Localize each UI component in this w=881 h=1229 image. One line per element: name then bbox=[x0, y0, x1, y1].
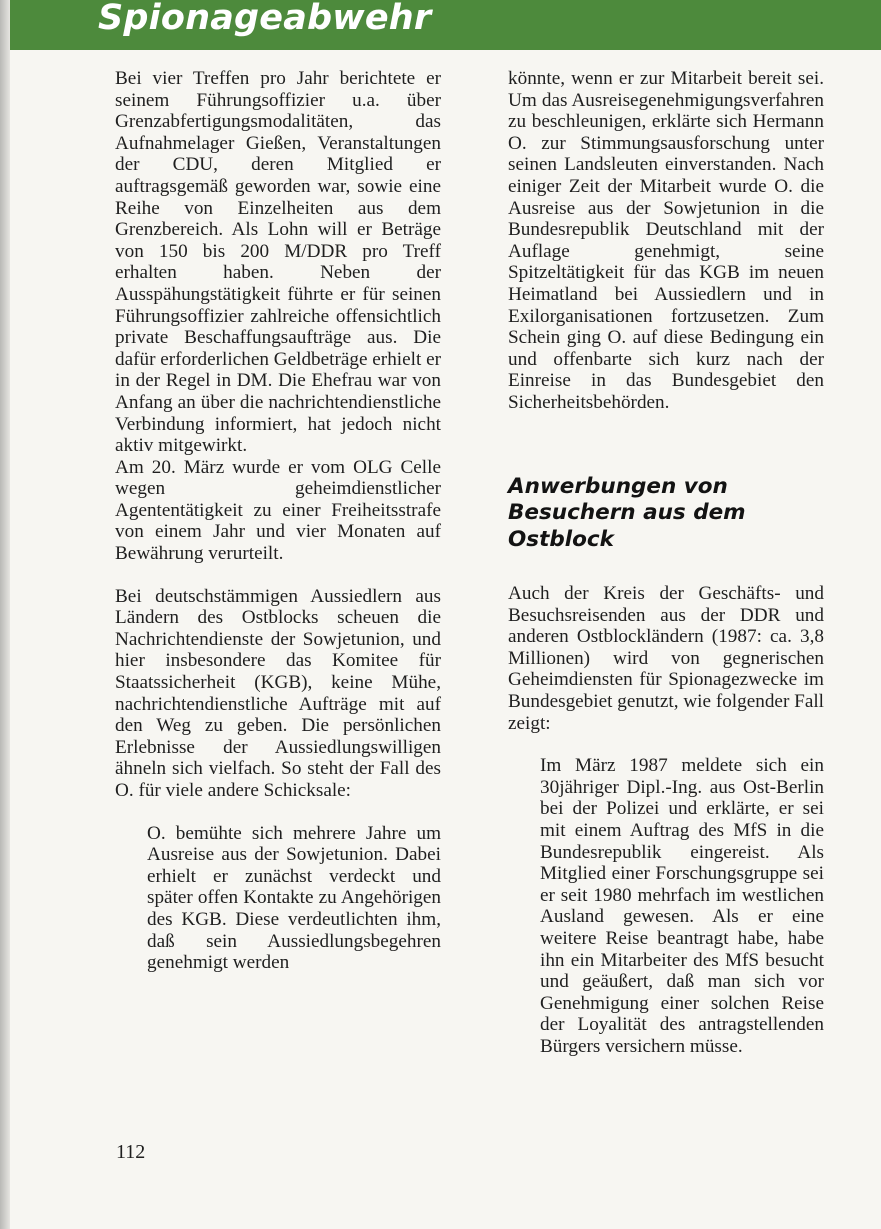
paragraph: könnte, wenn er zur Mitarbeit bereit sei. Um das Ausreisegenehmigungsverfahren zu beschleunigen, erklärte sich Hermann O. zur Stimmungsausforschung unter seinen Landsleuten einverstanden. Nach einiger Zeit der Mitarbeit wurde O. die Ausreise aus der Sowjetunion in die Bundesrepublik Deutschland mit der Auflage genehmigt, seine Spitzeltätigkeit für das KGB im neuen Heimatland bei Aussiedlern und in Exilorganisationen fortzusetzen. Zum Schein ging O. auf diese Bedingung ein und offenbarte sich kurz nach der Einreise in das Bundesgebiet den Sicherheitsbehörden. bbox=[508, 68, 824, 413]
paragraph: Am 20. März wurde er vom OLG Celle wegen geheimdienstlicher Agententätigkeit zu einer Freiheitsstrafe von einem Jahr und vier Monaten auf Bewährung verurteilt. bbox=[115, 456, 441, 565]
left-text-column bbox=[115, 68, 441, 974]
chapter-title: Spionageabwehr bbox=[98, 0, 432, 38]
paragraph: Bei deutschstämmigen Aussiedlern aus Ländern des Ostblocks scheuen die Nachrichtendienste der Sowjetunion, und hier insbesondere das Komitee für Staatssicherheit (KGB), keine Mühe, nachrichtendienstliche Aufträge mit auf den Weg zu geben. Die persönlichen Erlebnisse der Aussiedlungswilligen ähneln sich vielfach. So steht der Fall des O. für viele andere Schicksale: bbox=[115, 585, 441, 801]
case-paragraph: O. bemühte sich mehrere Jahre um Ausreise aus der Sowjetunion. Dabei erhielt er zunächst verdeckt und später offen Kontakte zu Angehörigen des KGB. Diese verdeutlichten ihm, daß sein Aussiedlungsbegehren genehmigt werden bbox=[147, 822, 441, 974]
paragraph: Bei vier Treffen pro Jahr berichtete er seinem Führungsoffizier u.a. über Grenzabfertigungsmodalitäten, das Aufnahmelager Gießen, Veranstaltungen der CDU, deren Mitglied er auftragsgemäß geworden war, sowie eine Reihe von Einzelheiten aus dem Grenzbereich. Als Lohn will er Beträge von 150 bis 200 M/DDR pro Treff erhalten haben. Neben der Ausspähungstätigkeit führte er für seinen Führungsoffizier zahlreiche offensichtlich private Beschaffungsaufträge aus. Die dafür erforderlichen Geldbeträge erhielt er in der Regel in DM. Die Ehefrau war von Anfang an über die nachrichtendienstliche Verbindung informiert, hat jedoch nicht aktiv mitgewirkt. bbox=[115, 68, 442, 457]
right-text-column bbox=[508, 68, 824, 1057]
page-edge-shadow bbox=[0, 0, 10, 1229]
case-paragraph: Im März 1987 meldete sich ein 30jähriger Dipl.-Ing. aus Ost-Berlin bei der Polizei und erklärte, er sei mit einem Auftrag des MfS in die Bundesrepublik eingereist. Als Mitglied einer Forschungsgruppe sei er seit 1980 mehrfach im westlichen Ausland gewesen. Als er eine weitere Reise beantragt habe, habe ihn ein Mitarbeiter des MfS besucht und geäußert, daß man sich vor Genehmigung einer solchen Reise der Loyalität des antragstellenden Bürgers versichern müsse. bbox=[540, 755, 824, 1057]
page-number: 112 bbox=[116, 1141, 146, 1163]
paragraph: Auch der Kreis der Geschäfts- und Besuchsreisenden aus der DDR und anderen Ostblockländern (1987: ca. 3,8 Millionen) wird von gegnerischen Geheimdiensten für Spionagezwecke im Bundesgebiet genutzt, wie folgender Fall zeigt: bbox=[508, 583, 824, 734]
chapter-header-bar bbox=[10, 0, 881, 50]
section-heading: Anwerbungen von Besuchern aus dem Ostblock bbox=[508, 473, 746, 552]
